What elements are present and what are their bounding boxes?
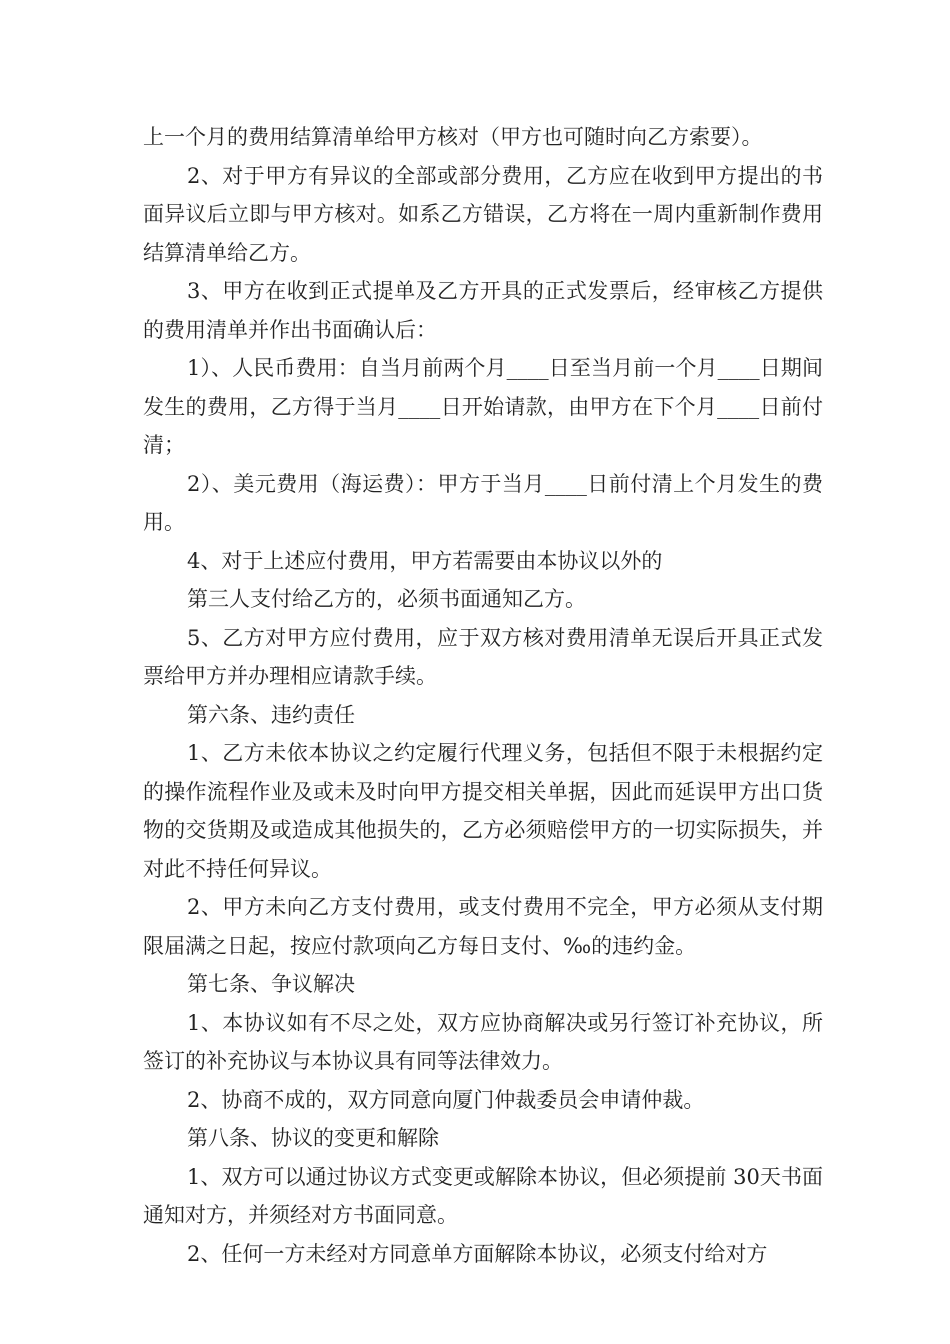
paragraph-dispute-1: 1、本协议如有不尽之处，双方应协商解决或另行签订补充协议，所签订的补充协议与本协议具有同等法律效力。 (143, 1010, 823, 1073)
paragraph-change-1: 1、双方可以通过协议方式变更或解除本协议，但必须提前 30天书面通知对方，并须经对方书面同意。 (143, 1164, 823, 1227)
section-heading-6: 第六条、违约责任 (187, 702, 355, 727)
document-body (143, 118, 823, 1273)
paragraph-usd-fees: 2）、美元费用（海运费）：甲方于当月____日前付清上个月发生的费用。 (143, 471, 823, 534)
paragraph-breach-1: 1、乙方未依本协议之约定履行代理义务，包括但不限于未根据约定的操作流程作业及或未及时向甲方提交相关单据，因此而延误甲方出口货物的交货期及或造成其他损失的，乙方必须赔偿甲方的一切实际损失，并对此不持任何异议。 (143, 741, 823, 881)
paragraph-clause-3: 3、甲方在收到正式提单及乙方开具的正式发票后，经审核乙方提供的费用清单并作出书面确认后： (143, 279, 823, 342)
paragraph-clause-4: 4、对于上述应付费用，甲方若需要由本协议以外的 (187, 548, 663, 573)
paragraph-breach-2: 2、甲方未向乙方支付费用，或支付费用不完全，甲方必须从支付期限届满之日起，按应付款项向乙方每日支付、‰的违约金。 (143, 895, 823, 958)
paragraph-clause-4-cont: 第三人支付给乙方的，必须书面通知乙方。 (187, 587, 586, 611)
paragraph-clause-5: 5、乙方对甲方应付费用，应于双方核对费用清单无误后开具正式发票给甲方并办理相应请款手续。 (143, 625, 823, 688)
paragraph-continuation: 上一个月的费用结算清单给甲方核对（甲方也可随时向乙方索要）。 (143, 125, 763, 149)
paragraph-change-2: 2、任何一方未经对方同意单方面解除本协议，必须支付给对方 (187, 1241, 768, 1266)
paragraph-dispute-2: 2、协商不成的，双方同意向厦门仲裁委员会申请仲裁。 (187, 1087, 705, 1112)
section-heading-7: 第七条、争议解决 (187, 972, 355, 996)
section-heading-8: 第八条、协议的变更和解除 (187, 1126, 439, 1150)
paragraph-rmb-fees: 1）、人民币费用：自当月前两个月____日至当月前一个月____日期间发生的费用，乙方得于当月____日开始请款，由甲方在下个月____日前付清； (143, 356, 823, 457)
paragraph-clause-2: 2、对于甲方有异议的全部或部分费用，乙方应在收到甲方提出的书面异议后立即与甲方核对。如系乙方错误，乙方将在一周内重新制作费用结算清单给乙方。 (143, 163, 823, 265)
